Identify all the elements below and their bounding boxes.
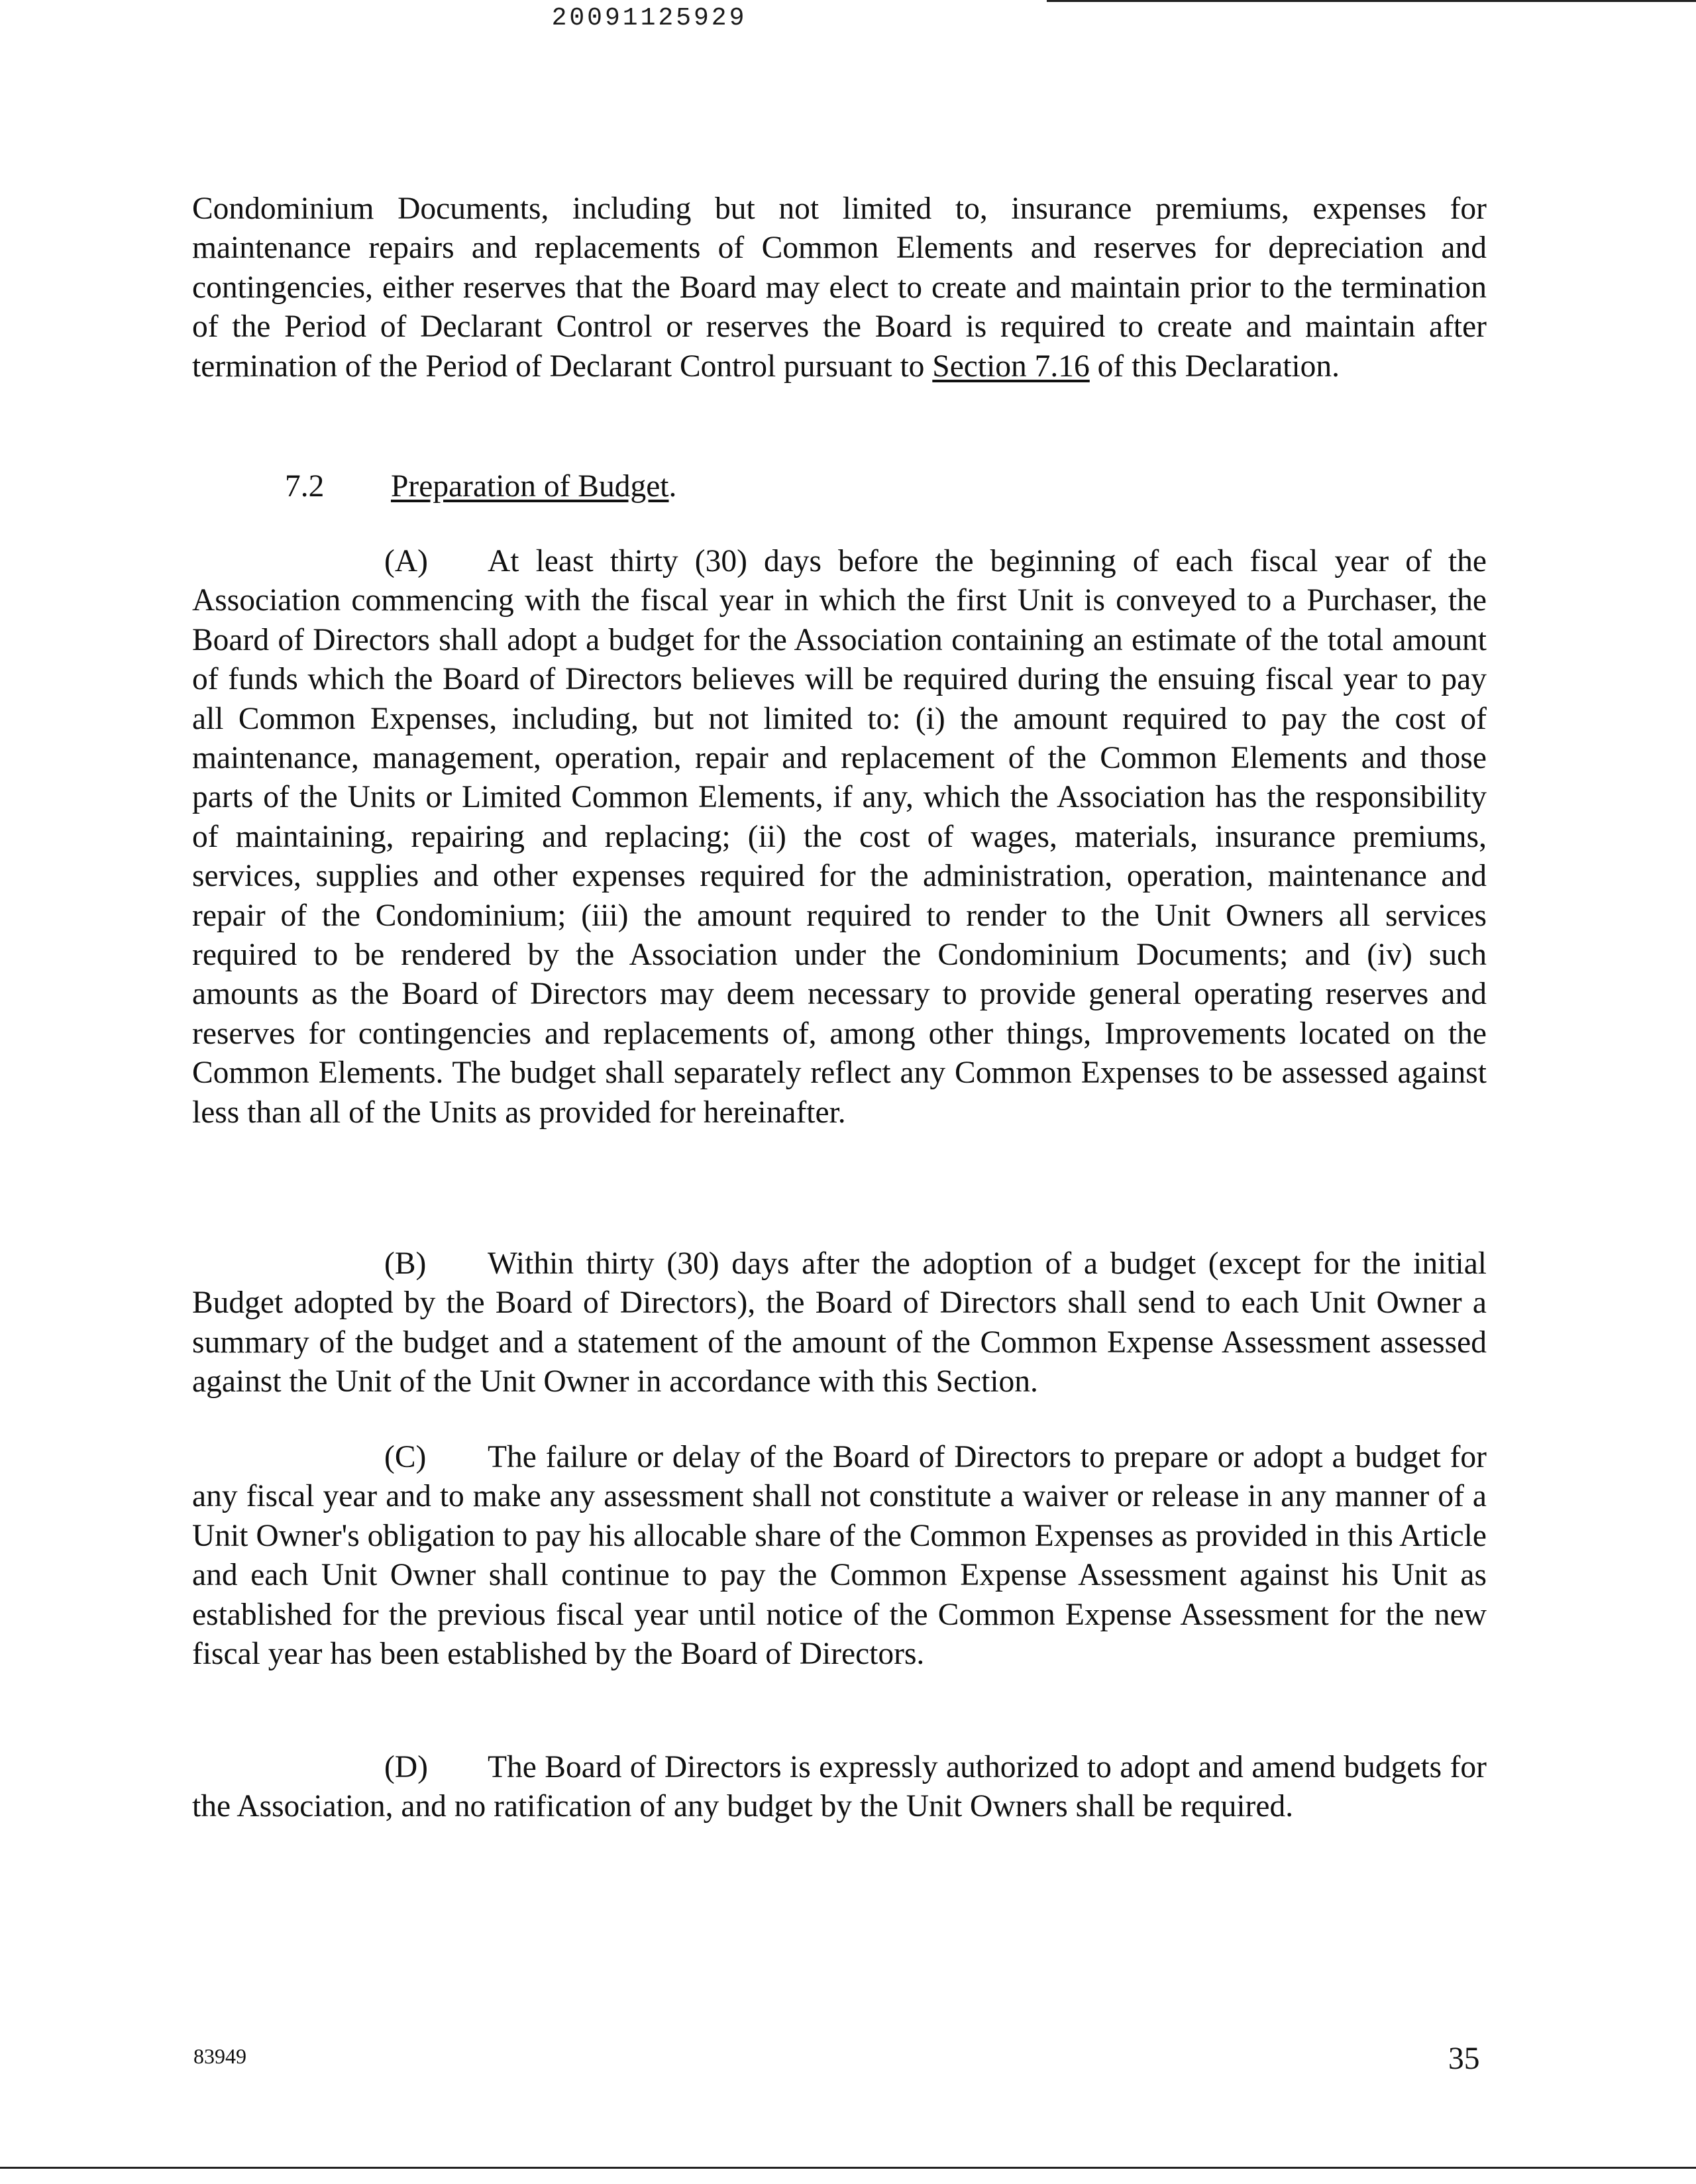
subsection-d-label: (D) bbox=[384, 1750, 428, 1784]
footer-rule bbox=[0, 2167, 1696, 2169]
subsection-a bbox=[192, 542, 1487, 1132]
continued-paragraph bbox=[192, 190, 1487, 386]
subsection-b-label: (B) bbox=[384, 1246, 427, 1281]
section-number: 7.2 bbox=[285, 469, 325, 504]
header-rule bbox=[1047, 0, 1696, 2]
subsection-a-text: At least thirty (30) days before the beginning of each fiscal year of the Association commencing with the fiscal year in which the first Unit is conveyed to a Purchaser, the Board of Directors shall adopt a budget for the Association containing an estimate of the total amount of funds which the Board of Directors believes will be required during the ensuing fiscal year to pay all Common Expenses, including, but not limited to: (i) the amount required to pay the cost of maintenance, management, operation, repair and replacement of the Common Elements and those parts of the Units or Limited Common Elements, if any, which the Association has the responsibility of maintaining, repairing and replacing; (ii) the cost of wages, materials, insurance premiums, services, supplies and other expenses required for the administration, operation, maintenance and repair of the Condominium; (iii) the amount required to render to the Unit Owners all services required to be rendered by the Association under the Condominium Documents; and (iv) such amounts as the Board of Directors may deem necessary to provide general operating reserves and reserves for contingencies and replacements of, among other things, Improvements located on the Common Elements. The budget shall separately reflect any Common Expenses to be assessed against less than all of the Units as provided for hereinafter. bbox=[192, 544, 1487, 1130]
section-heading bbox=[285, 467, 676, 506]
page-number: 35 bbox=[1448, 2042, 1480, 2076]
subsection-c-text: The failure or delay of the Board of Directors to prepare or adopt a budget for any fiscal year and to make any assessment shall not constitute a waiver or release in any manner of a Unit Owner's obligation to pay his allocable share of the Common Expenses as provided in this Article and each Unit Owner shall continue to pay the Common Expense Assessment against his Unit as established for the previous fiscal year until notice of the Common Expense Assessment for the new fiscal year has been established by the Board of Directors. bbox=[192, 1440, 1487, 1672]
subsection-a-label: (A) bbox=[384, 544, 428, 578]
subsection-b-text: Within thirty (30) days after the adoption of a budget (except for the initial Budget adopted by the Board of Directors), the Board of Directors shall send to each Unit Owner a summary of the budget and a statement of the amount of the Common Expense Assessment assessed against the Unit of the Unit Owner in accordance with this Section. bbox=[192, 1246, 1487, 1399]
section-title: Preparation of Budget bbox=[391, 469, 669, 504]
subsection-b bbox=[192, 1244, 1487, 1402]
subsection-c-label: (C) bbox=[384, 1440, 427, 1474]
subsection-d bbox=[192, 1748, 1487, 1827]
section-title-period: . bbox=[668, 469, 677, 504]
continued-paragraph-text: Condominium Documents, including but not limited to, insurance premiums, expenses for maintenance repairs and replacements of Common Elements and reserves for depreciation and contingencies, either reserves that the Board may elect to create and maintain prior to the termination of the Period of Declarant Control or reserves the Board is required to create and maintain after termination of the Period of Declarant Control pursuant to bbox=[192, 191, 1487, 384]
section-reference-link[interactable]: Section 7.16 bbox=[932, 349, 1090, 384]
recording-number: 20091125929 bbox=[551, 4, 747, 32]
subsection-d-text: The Board of Directors is expressly authorized to adopt and amend budgets for the Association, and no ratification of any budget by the Unit Owners shall be required. bbox=[192, 1750, 1487, 1824]
footer-document-id: 83949 bbox=[193, 2044, 246, 2068]
continued-paragraph-end: of this Declaration. bbox=[1097, 349, 1340, 384]
subsection-c bbox=[192, 1438, 1487, 1674]
